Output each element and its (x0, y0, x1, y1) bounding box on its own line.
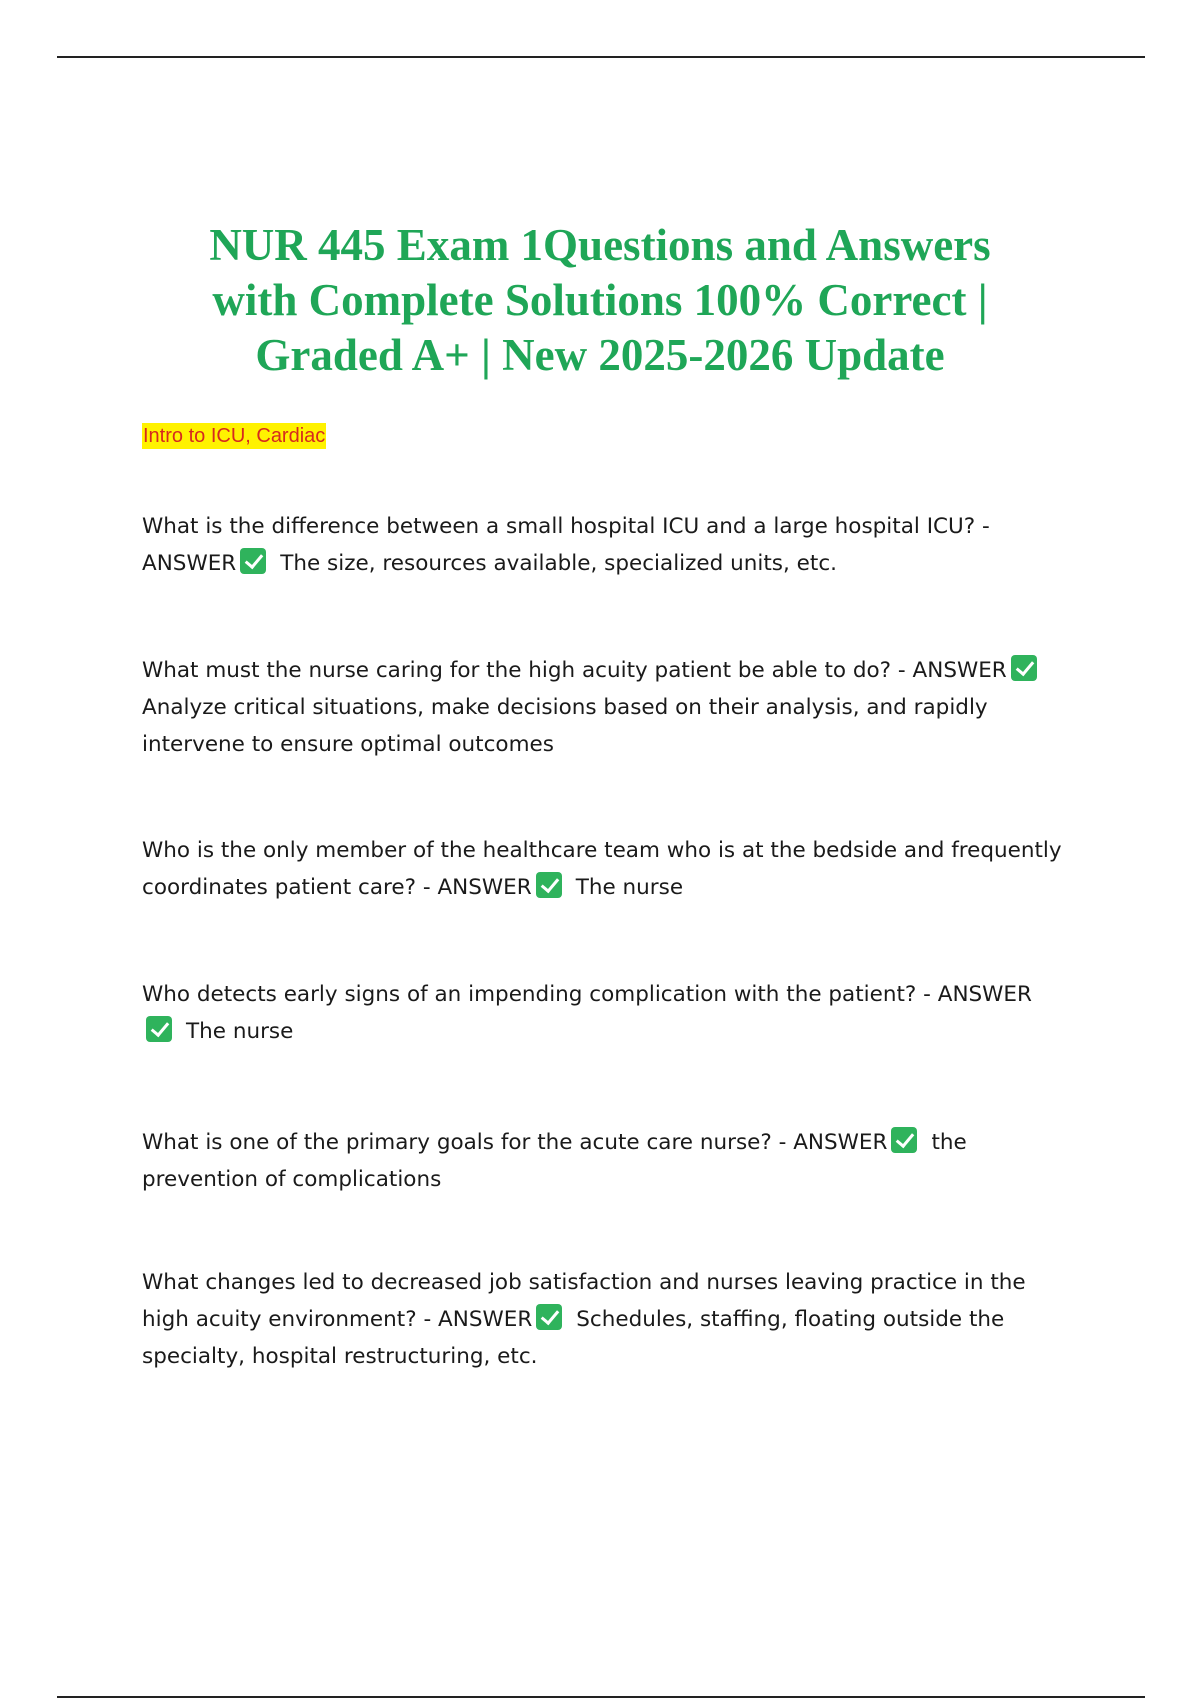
answer-text: the prevention of complications (142, 1130, 967, 1192)
bottom-divider (57, 1696, 1145, 1698)
qa-item (142, 1124, 1062, 1198)
title-line: Graded A+ | New 2025-2026 Update (255, 330, 945, 380)
green-check-icon (536, 872, 562, 898)
title-line: NUR 445 Exam 1Questions and Answers (209, 220, 991, 270)
qa-item (142, 652, 1062, 763)
qa-item (142, 508, 1062, 582)
question-text: Who is the only member of the healthcare team who is at the bedside and frequently coordinates patient care? - ANSWER (142, 838, 1062, 900)
title-line: with Complete Solutions 100% Correct | (212, 275, 988, 325)
green-check-icon (1011, 655, 1037, 681)
green-check-icon (240, 548, 266, 574)
question-text: What is one of the primary goals for the acute care nurse? - ANSWER (142, 1130, 888, 1155)
qa-item (142, 976, 1062, 1050)
answer-text: Schedules, staffing, floating outside the specialty, hospital restructuring, etc. (142, 1307, 1005, 1369)
green-check-icon (891, 1127, 917, 1153)
top-divider (57, 56, 1145, 58)
qa-item (142, 1264, 1062, 1375)
answer-text: The nurse (186, 1019, 294, 1044)
document-title (100, 218, 1100, 383)
answer-text: Analyze critical situations, make decisions based on their analysis, and rapidly intervene to ensure optimal outcomes (142, 695, 988, 757)
qa-item (142, 832, 1062, 906)
question-text: What changes led to decreased job satisfaction and nurses leaving practice in the high acuity environment? - ANSWER (142, 1270, 1026, 1332)
question-text: Who detects early signs of an impending complication with the patient? - ANSWER (142, 982, 1032, 1007)
question-text: What is the difference between a small hospital ICU and a large hospital ICU? - ANSWER (142, 514, 990, 576)
green-check-icon (536, 1304, 562, 1330)
answer-text: The nurse (575, 875, 684, 900)
question-text: What must the nurse caring for the high acuity patient be able to do? - ANSWER (142, 658, 1007, 683)
green-check-icon (146, 1016, 172, 1042)
answer-text: The size, resources available, specialized units, etc. (280, 551, 837, 576)
section-tag: Intro to ICU, Cardiac (143, 425, 326, 447)
